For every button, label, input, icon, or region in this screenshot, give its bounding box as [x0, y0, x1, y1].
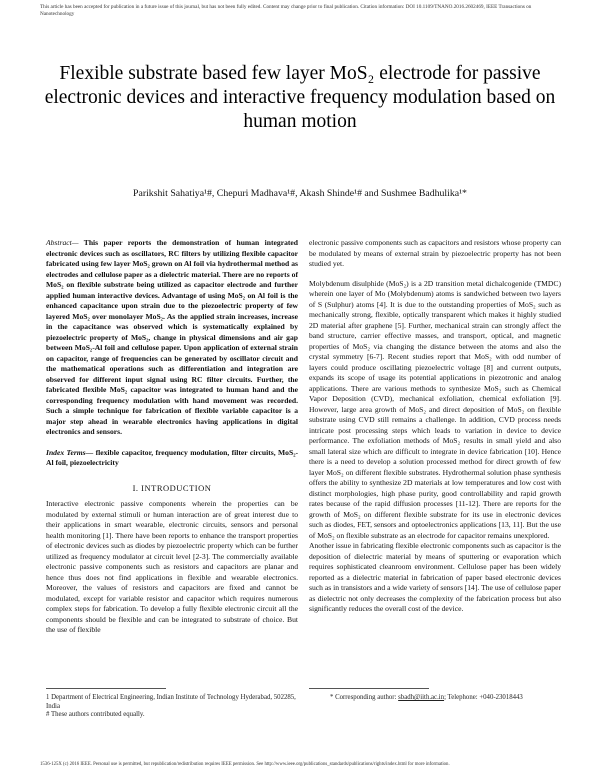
right-paragraph-1: electronic passive components such as capacitors and resistors whose property can be modulated by means of external strain by piezoelectric property has not been studied yet. — [309, 238, 561, 268]
footnote-affiliation — [46, 694, 298, 720]
footnote-equal-contribution: # These authors contributed equally. — [46, 711, 145, 719]
introduction-paragraph: Interactive electronic passive components wherein the properties can be modulated by external stimuli or human interaction are of great interest due to their applications in smart wearable, electronic circuits, sensors and personal health monitoring [1]. There have been reports to enhance the transport properties of electronic devices such as diodes by piezoelectric property which can be further utilized as frequency modulator at circuit level [2-3]. The commercially available electronic passive components such as resistors and capacitors are planar and hence thus does not find applications in flexible and wearable electronics. Moreover, the values of resistors and capacitors are fixed and cannot be modulated, except for variable resistor and capacitor which requires numerous complex steps for fabrication. To develop a fully flexible electronic circuit all the components should be flexible and can be integrated to substrate of choice. But the use of flexible — [46, 499, 298, 634]
right-paragraph-2: Molybdenum disulphide (MoS₂) is a 2D transition metal dichalcogenide (TMDC) wherein one layer of Mo (Molybdenum) atoms is sandwiched between two layers of S (Sulphur) atoms [4]. It is due to the outstanding properties of MoS₂ such as mechanically strong, flexible, optically transparent which makes it highly studied 2D material after graphene [5]. Further, mechanical strain can strongly affect the band structure, carrier effective masses, and transport, optical, and magnetic properties of MoS₂ via changing the distance between the atoms and also the crystal symmetry [6-7]. Recent studies report that MoS₂ with odd number of layers could produce oscillating piezoelectric voltage [8] and current outputs, expands its scope of usage its potential applications in piezotronic and analog applications. There are various methods to synthesize MoS₂ such as Chemical Vapor Deposition (CVD), mechanical exfoliation, chemical exfoliation [9]. However, large area growth of MoS₂ and direct deposition of MoS₂ on flexible substrate using CVD still remains a challenge. In addition, CVD process needs intricate post processing steps which leads to variation in device to device performance. The exfoliation methods of MoS₂ results in small yield and also small lateral size which are difficult to integrate in device fabrication [10]. Hence there is a need to develop a solution processed method for direct growth of few layer MoS₂ on different flexible substrates. Hydrothermal solution phase synthesis offers the ability to synthesize 2D materials at low temperatures and low cost with distinct morphologies, high phase purity, good controllability and rapid growth rates because of the rapid diffusion processes [11-12]. There are reports for the growth of MoS₂ on different flexible substrate for its use in electronic devices such as diodes, FET, sensors and optoelectronics applications [13, 11]. But the use of MoS₂ on flexible substrate as an electrode for capacitor remains unexplored. — [309, 278, 561, 540]
left-column — [46, 238, 298, 636]
abstract — [46, 238, 298, 438]
index-terms — [46, 448, 298, 469]
author-list: Parikshit Sahatiya¹#, Chepuri Madhava¹#, Akash Shinde¹# and Sushmee Badhulika¹* — [133, 188, 467, 199]
footnote-divider-left — [46, 688, 166, 689]
right-column — [309, 238, 561, 615]
footnote-corresponding-author — [330, 694, 560, 703]
abstract-text: This paper reports the demonstration of human integrated electronic devices such as oscillators, RC filters by utilizing flexible capacitor fabricated using few layer MoS₂ grown on Al foil via hydrothermal method as electrodes and cellulose paper as a dielectric material. There are no reports of MoS₂ on flexible substrate being utilized as capacitor electrode and further applied human interactive devices. Advantage of using MoS₂ on Al foil is the enhanced capacitance upon strain due to the piezoelectric property of few layered MoS₂ over monolayer MoS₂. As the applied strain increases, increase in the capacitance was observed which is systematically explained by piezoelectric property of MoS₂, change in physical dimensions and air gap between MoS₂-Al foil and cellulose paper. Upon application of external strain on capacitor, range of frequencies can be generated by oscillator circuit and the mathematical operations such as differentiation and integration are observed for different input signal using RC filter circuits. Further, the fabricated flexible MoS₂ capacitor was integrated to human hand and the corresponding frequency modulation with hand movement was recorded. Such a simple technique for fabrication of flexible variable capacitor is a major step ahead in wearable electronics having applications in digital electronics and sensors. — [46, 238, 298, 436]
copyright-notice: 1536-125X (c) 2016 IEEE. Personal use is permitted, but republication/redistribution requires IEEE permission. See http://www.ieee.org/publications_standards/publications/rights/index.html for more information. — [40, 762, 450, 767]
telephone-text: ; Telephone: +040-23018443 — [444, 694, 523, 701]
section-heading-introduction: I. INTRODUCTION — [132, 482, 212, 493]
corresponding-author-label: * Corresponding author: — [330, 694, 399, 701]
footnote-affiliation-text: 1 Department of Electrical Engineering, Indian Institute of Technology Hyderabad, 502285, India — [46, 694, 296, 710]
abstract-label: Abstract— — [46, 238, 79, 247]
paper-title: Flexible substrate based few layer MoS₂ electrode for passive electronic devices and interactive frequency modulation based on human motion — [44, 63, 556, 132]
right-paragraph-3: Another issue in fabricating flexible electronic components such as capacitor is the deposition of dielectric material by means of sputtering or evaporation which requires sophisticated cleanroom environment. Cellulose paper has been widely reported as a dielectric material in fabrication of paper based electronic devices such as in transistors and a wide variety of sensors [14]. The use of cellulose paper as dielectric not only decreases the complexity of the fabrication process but also significantly reduces the overall cost of the device. — [309, 541, 561, 613]
publication-notice: This article has been accepted for publication in a future issue of this journal, but has not been fully edited. Content may change prior to final publication. Citation information: DOI 10.1109/TNANO.2016.2602469, IEEE Transactions on Nanotechnology — [40, 4, 532, 17]
index-terms-label: Index Terms— — [46, 447, 94, 457]
email-link[interactable]: sbadh@iith.ac.in — [398, 694, 445, 701]
index-terms-text: flexible capacitor, frequency modulation, filter circuits, MoS₂-Al foil, piezoelectricity — [46, 447, 298, 467]
footnote-divider-right — [309, 688, 429, 689]
